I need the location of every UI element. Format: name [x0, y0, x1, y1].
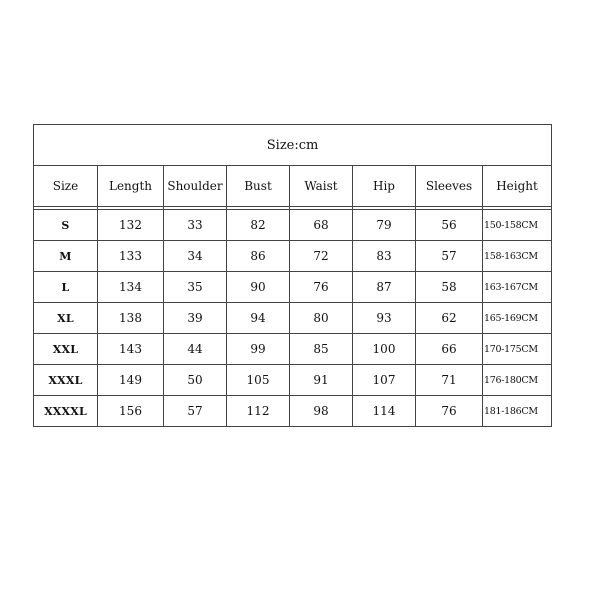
table-row	[34, 365, 552, 396]
table-row	[34, 396, 552, 427]
size-cell: XXXL	[34, 365, 98, 396]
bust-cell: 82	[227, 210, 290, 241]
header-sleeves: Sleeves	[416, 166, 483, 207]
shoulder-cell: 57	[164, 396, 227, 427]
bust-cell: 99	[227, 334, 290, 365]
hip-cell: 114	[353, 396, 416, 427]
sleeves-cell: 58	[416, 272, 483, 303]
size-chart-table	[33, 124, 552, 427]
size-cell: L	[34, 272, 98, 303]
waist-cell: 76	[290, 272, 353, 303]
hip-cell: 107	[353, 365, 416, 396]
waist-cell: 72	[290, 241, 353, 272]
header-size: Size	[34, 166, 98, 207]
header-bust: Bust	[227, 166, 290, 207]
bust-cell: 94	[227, 303, 290, 334]
length-cell: 156	[98, 396, 164, 427]
header-shoulder: Shoulder	[164, 166, 227, 207]
header-waist: Waist	[290, 166, 353, 207]
length-cell: 132	[98, 210, 164, 241]
height-cell: 163-167CM	[483, 272, 552, 303]
waist-cell: 91	[290, 365, 353, 396]
sleeves-cell: 57	[416, 241, 483, 272]
shoulder-cell: 35	[164, 272, 227, 303]
sleeves-cell: 56	[416, 210, 483, 241]
sleeves-cell: 71	[416, 365, 483, 396]
bust-cell: 112	[227, 396, 290, 427]
size-cell: S	[34, 210, 98, 241]
shoulder-cell: 39	[164, 303, 227, 334]
height-cell: 181-186CM	[483, 396, 552, 427]
size-cell: XXL	[34, 334, 98, 365]
hip-cell: 93	[353, 303, 416, 334]
sleeves-cell: 66	[416, 334, 483, 365]
table-row	[34, 303, 552, 334]
sleeves-cell: 62	[416, 303, 483, 334]
hip-cell: 83	[353, 241, 416, 272]
waist-cell: 98	[290, 396, 353, 427]
size-cell: XL	[34, 303, 98, 334]
sleeves-cell: 76	[416, 396, 483, 427]
shoulder-cell: 44	[164, 334, 227, 365]
table-row	[34, 241, 552, 272]
height-cell: 170-175CM	[483, 334, 552, 365]
header-height: Height	[483, 166, 552, 207]
height-cell: 150-158CM	[483, 210, 552, 241]
length-cell: 143	[98, 334, 164, 365]
size-cell: XXXXL	[34, 396, 98, 427]
hip-cell: 87	[353, 272, 416, 303]
length-cell: 138	[98, 303, 164, 334]
title-row	[34, 125, 552, 166]
height-cell: 165-169CM	[483, 303, 552, 334]
shoulder-cell: 34	[164, 241, 227, 272]
table-title: Size:cm	[34, 125, 552, 166]
length-cell: 134	[98, 272, 164, 303]
bust-cell: 105	[227, 365, 290, 396]
height-cell: 158-163CM	[483, 241, 552, 272]
size-cell: M	[34, 241, 98, 272]
table-row	[34, 272, 552, 303]
bust-cell: 90	[227, 272, 290, 303]
length-cell: 133	[98, 241, 164, 272]
waist-cell: 68	[290, 210, 353, 241]
waist-cell: 80	[290, 303, 353, 334]
header-row	[34, 166, 552, 207]
bust-cell: 86	[227, 241, 290, 272]
table-row	[34, 334, 552, 365]
shoulder-cell: 50	[164, 365, 227, 396]
height-cell: 176-180CM	[483, 365, 552, 396]
hip-cell: 100	[353, 334, 416, 365]
waist-cell: 85	[290, 334, 353, 365]
table-row	[34, 210, 552, 241]
shoulder-cell: 33	[164, 210, 227, 241]
header-length: Length	[98, 166, 164, 207]
hip-cell: 79	[353, 210, 416, 241]
header-hip: Hip	[353, 166, 416, 207]
length-cell: 149	[98, 365, 164, 396]
